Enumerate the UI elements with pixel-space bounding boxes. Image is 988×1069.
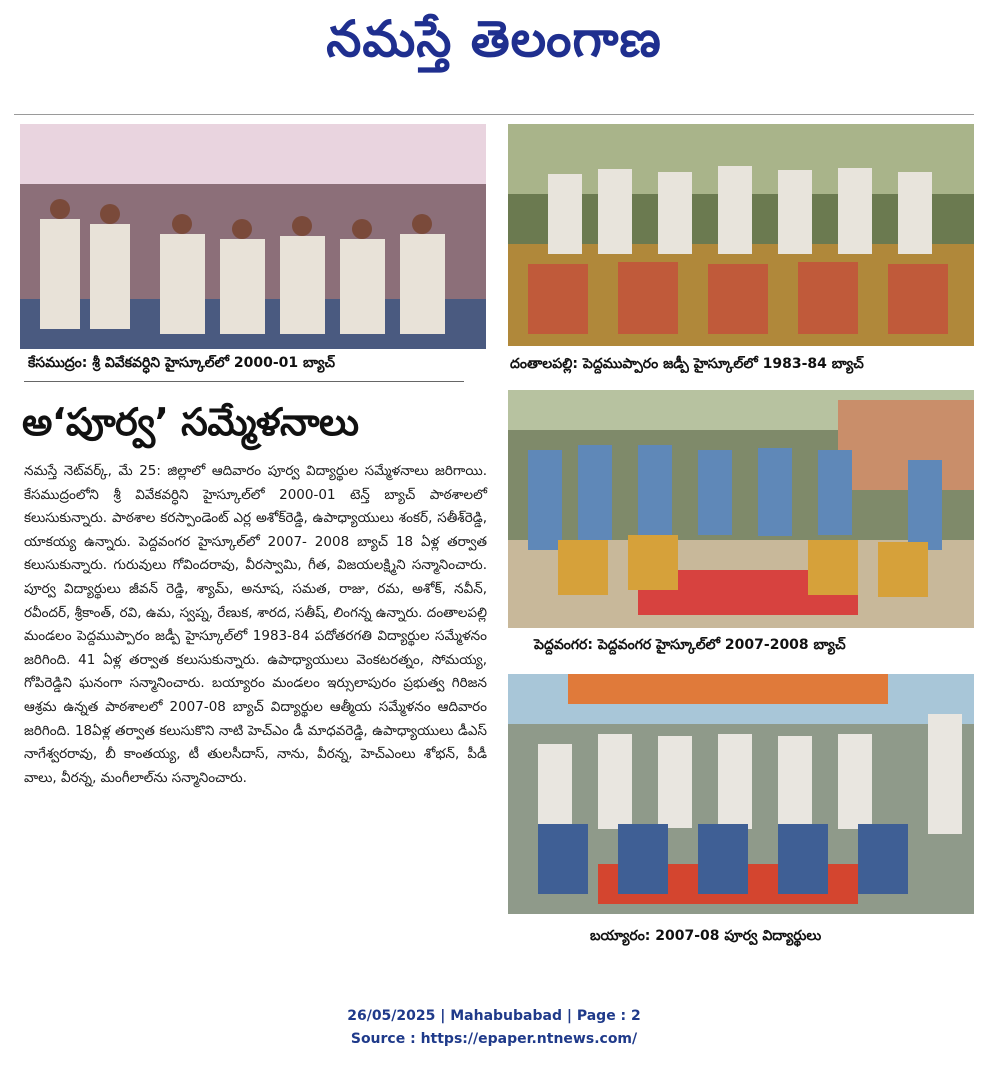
- masthead-rule: [14, 114, 974, 115]
- photo-bayyaram-group: [508, 674, 974, 914]
- photo-caption: బయ్యారం: 2007-08 పూర్వ విద్యార్థులు: [590, 928, 822, 944]
- footer-date-line: 26/05/2025 | Mahabubabad | Page : 2: [347, 1008, 641, 1024]
- photo-kesamudram-group: [20, 124, 486, 349]
- photo-caption: కేసముద్రం: శ్రీ వివేకవర్ధిని హైస్కూల్‌లో 2000-01 బ్యాచ్: [28, 355, 336, 371]
- masthead: [0, 0, 988, 80]
- footer-source-line: Source : https://epaper.ntnews.com/: [350, 1031, 638, 1047]
- newspaper-logo: నమస్తే తెలంగాణ: [326, 10, 662, 68]
- photo-caption: పెద్దవంగర: పెద్దవంగర హైస్కూల్‌లో 2007-2008 బ్యాచ్: [534, 637, 846, 653]
- photo-peddamupparam-group: [508, 124, 974, 346]
- article-body: [24, 460, 487, 790]
- photo-peddavangara-group: [508, 390, 974, 628]
- article-paragraph: నమస్తే నెట్‌వర్క్, మే 25: జిల్లాలో ఆదివారం పూర్వ విద్యార్థుల సమ్మేళనాలు జరిగాయి. కేసముద్రంలోని శ్రీ వివేకవర్ధిని హైస్కూల్‌లో 2000-01 టెన్త్ బ్యాచ్ పాఠశాలలో కలుసుకున్నారు. పాఠశాల కరస్పాండెంట్ ఎర్ల అశోక్‌రెడ్డి, ఉపాధ్యాయులు శంకర్, సతీశ్‌రెడ్డి, యాకయ్య ఉన్నారు. పెద్దవంగర హైస్కూల్‌లో 2007- 2008 బ్యాచ్ 18 ఏళ్ల తర్వాత కలుసుకున్నారు. గురువులు గోవిందరావు, వీరస్వామి, గీత, విజయలక్ష్మిని సన్మానించారు. పూర్వ విద్యార్థులు జీవన్ రెడ్డి, శ్యామ్, అనూష, సమత, రాజు, రమ, అశోక్, నవీన్, రవీందర్, శ్రీకాంత్, రవి, ఉమ, స్వప్న, రేణుక, శారద, సతీష్, లింగన్న ఉన్నారు. దంతాలపల్లి మండలం పెద్దముప్పారం జడ్పీ హైస్కూల్‌లో 1983-84 పదోతరగతి విద్యార్థుల సమ్మేళనం జరిగింది. 41 ఏళ్ల తర్వాత కలుసుకున్నారు. ఉపాధ్యాయులు వెంకటరత్నం, సోమయ్య, గోపిరెడ్డిని ఘనంగా సన్మానించారు. బయ్యారం మండలం ఇర్సులాపురం ప్రభుత్వ గిరిజన ఆశ్రమ ఉన్నత పాఠశాలలో 2007-08 బ్యాచ్ విద్యార్థుల ఆత్మీయ సమ్మేళనం ఆదివారం జరిగింది. 18ఏళ్ల తర్వాత కలుసుకొని నాటి హెచ్‌ఎం డీ మాధవరెడ్డి, ఉపాధ్యాయులు డీఎస్ నాగేశ్వరరావు, బీ కాంతయ్య, టీ తులసీదాస్, నాను, వీరన్న, హెచ్‌ఎంలు శోభన్, పీడీ వాలు, వీరన్న, మంగీలాల్‌ను సన్మానించారు.: [24, 463, 487, 786]
- photo-caption: దంతాలపల్లి: పెద్దముప్పారం జడ్పీ హైస్కూల్‌లో 1983-84 బ్యాచ్: [510, 356, 864, 372]
- article-headline: అ‘పూర్వ’ సమ్మేళనాలు: [22, 400, 359, 444]
- caption-underline: [24, 381, 464, 382]
